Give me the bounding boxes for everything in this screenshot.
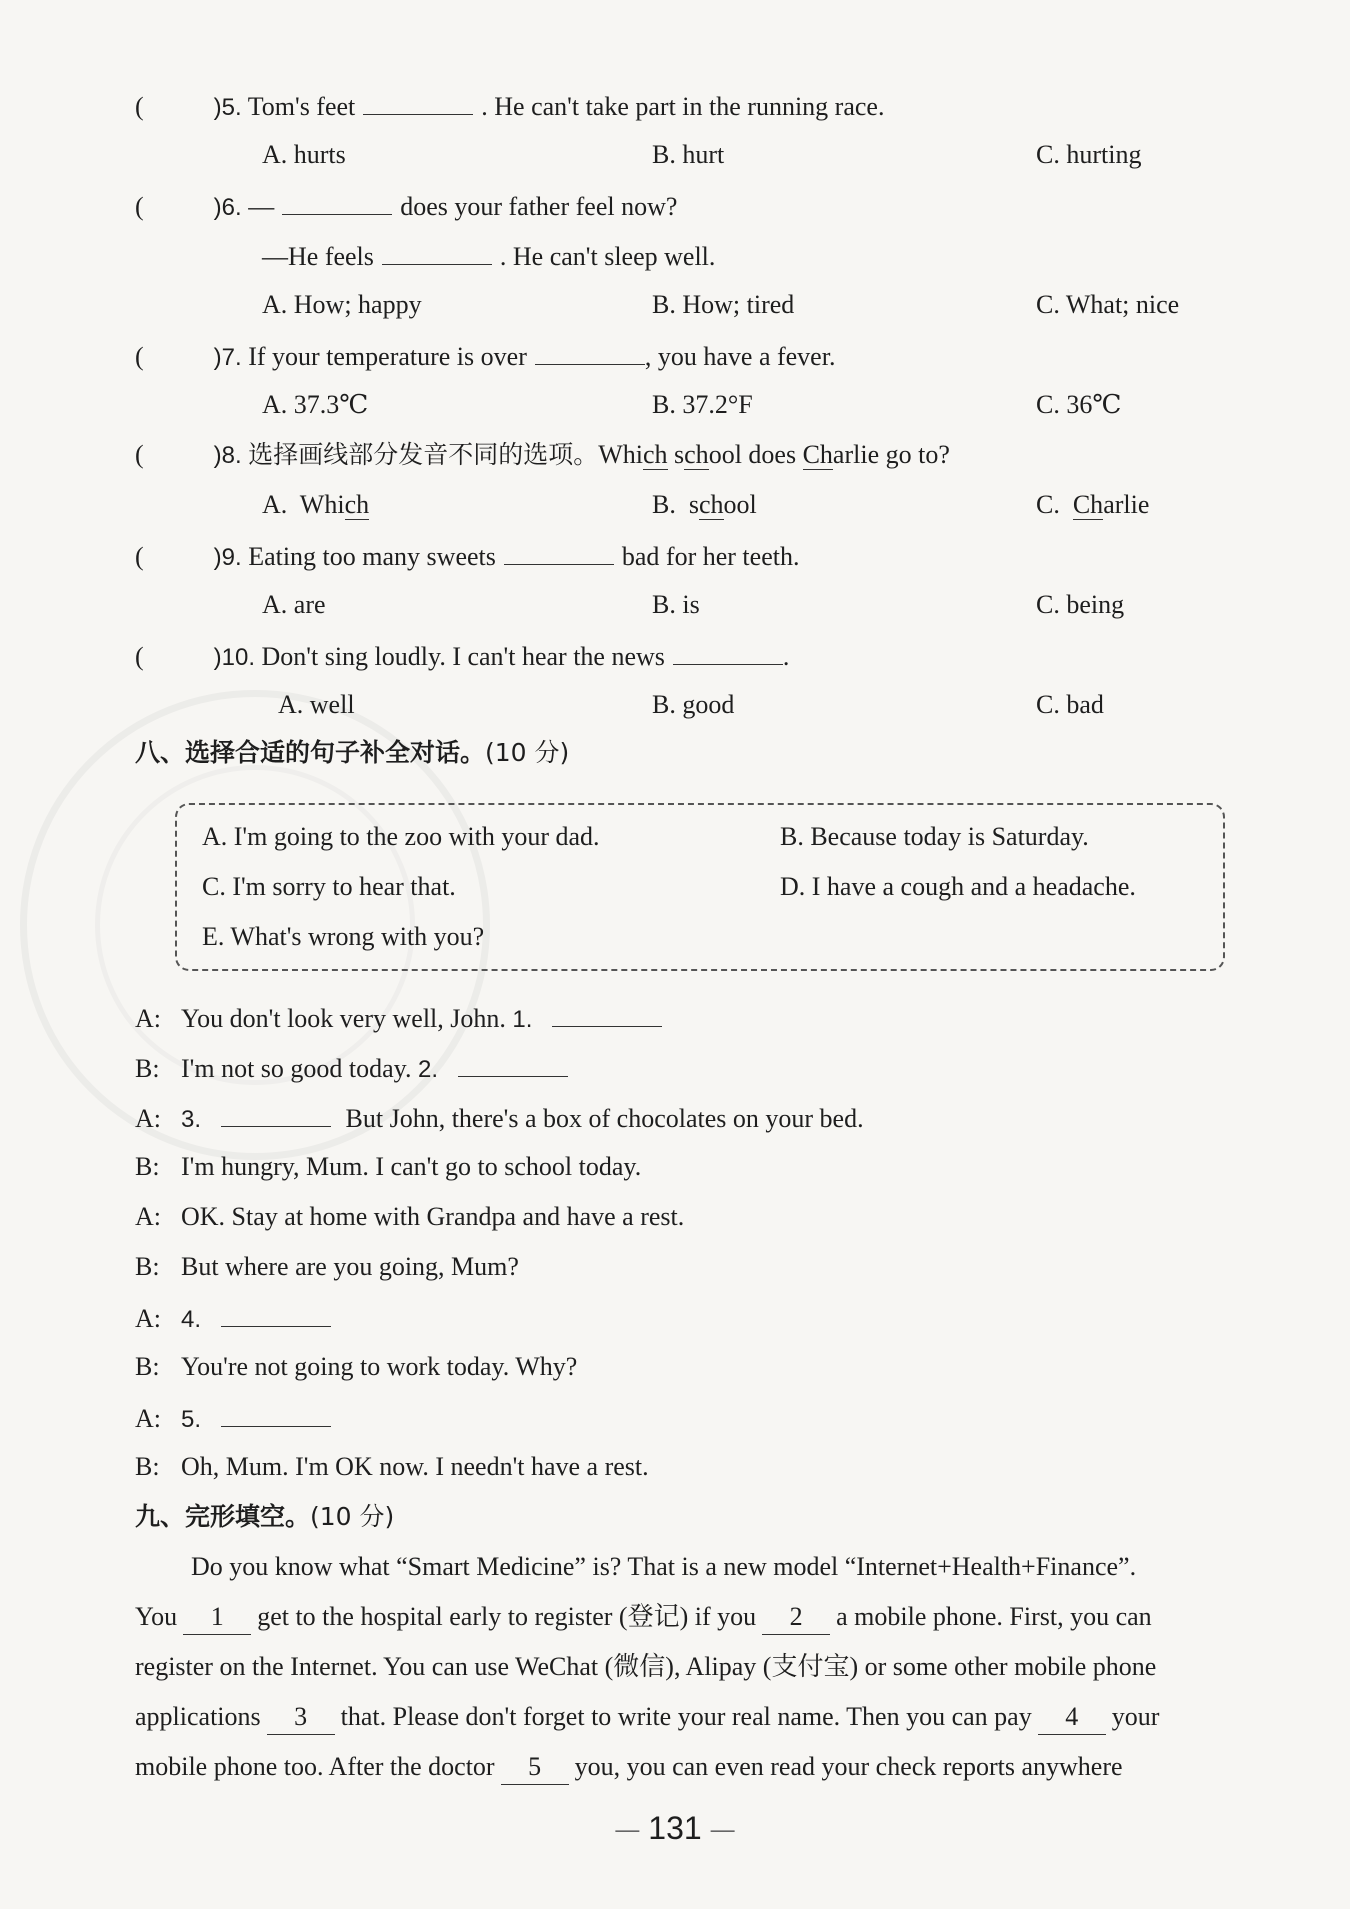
answer-blank[interactable] <box>552 1000 662 1027</box>
option-c: C. being <box>1036 590 1125 619</box>
answer-blank[interactable] <box>221 1400 331 1427</box>
question-text: Tom's feet <box>247 92 356 121</box>
cloze-line-1: Do you know what “Smart Medicine” is? That is a new model “Internet+Health+Finance”. <box>191 1552 1137 1581</box>
section-title: 九、完形填空。 <box>135 1502 311 1531</box>
blank-number: 5. <box>181 1406 202 1433</box>
section-8-heading <box>135 736 569 770</box>
option-c: C. 36℃ <box>1036 390 1122 419</box>
dialogue-line-9 <box>135 1400 339 1437</box>
answer-paren: ( <box>135 342 144 371</box>
page-dash-left: — <box>615 1816 640 1844</box>
choice-d: D. I have a cough and a headache. <box>780 872 1136 901</box>
cloze-text: your <box>1111 1702 1160 1731</box>
section-9-heading <box>135 1500 394 1534</box>
blank-number: 2. <box>417 1056 438 1083</box>
cloze-text: you, you can even read your check reports anywhere <box>574 1752 1123 1781</box>
question-text: . He can't take part in the running race. <box>481 92 885 121</box>
answer-paren: ( <box>135 92 144 121</box>
section-score: (10 分) <box>310 1502 395 1531</box>
question-text-cn: 选择画线部分发音不同的选项。 <box>248 440 599 469</box>
answer-blank[interactable] <box>535 338 645 365</box>
choice-e: E. What's wrong with you? <box>202 922 485 951</box>
option-b: B. hurt <box>652 140 725 169</box>
page-number-text: 131 <box>648 1810 702 1846</box>
answer-blank[interactable] <box>363 88 473 115</box>
cloze-blank[interactable]: 4 <box>1038 1700 1106 1735</box>
speaker-label: A: <box>135 1404 161 1433</box>
speaker-label: B: <box>135 1054 160 1083</box>
speaker-label: B: <box>135 1352 160 1381</box>
speaker-label: B: <box>135 1452 160 1481</box>
question-text: s <box>667 440 685 469</box>
dialogue-text: You're not going to work today. Why? <box>181 1352 578 1381</box>
dialogue-text: I'm hungry, Mum. I can't go to school today. <box>181 1152 642 1181</box>
cloze-text: get to the hospital early to register (登记) if you <box>257 1602 757 1631</box>
dialogue-line-1 <box>135 1000 670 1037</box>
option-b: B. is <box>652 590 700 619</box>
dialogue-line-6 <box>135 1250 519 1284</box>
dialogue-line-8 <box>135 1350 577 1384</box>
cloze-text: a mobile phone. First, you can <box>836 1602 1152 1631</box>
question-text: , you have a fever. <box>644 342 836 371</box>
question-number: )6. <box>213 194 242 221</box>
underlined-sound: ch <box>698 490 724 519</box>
answer-blank[interactable] <box>221 1300 331 1327</box>
question-number: )9. <box>213 544 242 571</box>
underlined-sound: ch <box>684 440 709 469</box>
cloze-line-3: register on the Internet. You can use WeChat (微信), Alipay (支付宝) or some other mobile phone <box>135 1652 1157 1681</box>
cloze-text: mobile phone too. After the doctor <box>135 1752 495 1781</box>
option-c: C. hurting <box>1036 140 1142 169</box>
question-7 <box>135 338 835 375</box>
underlined-sound: Ch <box>1072 490 1104 519</box>
page-number <box>0 1810 1350 1847</box>
answer-blank[interactable] <box>382 238 492 265</box>
option-a: A. well <box>278 690 355 719</box>
section-title: 八、选择合适的句子补全对话。 <box>135 738 486 767</box>
option-a: A. are <box>262 590 326 619</box>
option-a <box>262 488 369 522</box>
answer-paren: ( <box>135 192 144 221</box>
cloze-line-4 <box>135 1700 1270 1735</box>
speaker-label: B: <box>135 1152 160 1181</box>
cloze-text: You <box>135 1602 178 1631</box>
option-text: B. s <box>652 490 699 519</box>
option-c <box>1036 488 1149 522</box>
dialogue-line-10 <box>135 1450 649 1484</box>
dialogue-line-5 <box>135 1200 684 1234</box>
question-text: Don't sing loudly. I can't hear the news <box>261 642 665 671</box>
question-text: Eating too many sweets <box>248 542 496 571</box>
dialogue-text: You don't look very well, John. <box>181 1004 506 1033</box>
option-text: ool <box>723 490 757 519</box>
question-text: ool does <box>708 440 803 469</box>
cloze-blank[interactable]: 2 <box>762 1600 830 1635</box>
underlined-sound: ch <box>344 490 370 519</box>
dialogue-text: OK. Stay at home with Grandpa and have a rest. <box>181 1202 685 1231</box>
question-number: )5. <box>213 94 242 121</box>
question-number: )8. <box>213 442 242 469</box>
dialogue-line-4 <box>135 1150 641 1184</box>
question-9 <box>135 538 799 575</box>
underlined-sound: ch <box>642 440 668 469</box>
question-10 <box>135 638 789 675</box>
question-text: bad for her teeth. <box>621 542 800 571</box>
option-a: A. hurts <box>262 140 346 169</box>
cloze-blank[interactable]: 5 <box>501 1750 569 1785</box>
answer-blank[interactable] <box>282 188 392 215</box>
cloze-text: that. Please don't forget to write your real name. Then you can pay <box>340 1702 1032 1731</box>
answer-blank[interactable] <box>221 1100 331 1127</box>
cloze-blank[interactable]: 1 <box>183 1600 251 1635</box>
question-text: —He feels <box>262 242 374 271</box>
option-a: A. How; happy <box>262 290 422 319</box>
choice-b: B. Because today is Saturday. <box>780 822 1089 851</box>
blank-number: 1. <box>512 1006 533 1033</box>
option-text: C. <box>1036 490 1073 519</box>
question-number: )7. <box>213 344 242 371</box>
dialogue-text: Oh, Mum. I'm OK now. I needn't have a rest. <box>181 1452 649 1481</box>
option-text: arlie <box>1103 490 1150 519</box>
speaker-label: A: <box>135 1104 161 1133</box>
question-text: Whi <box>598 440 643 469</box>
option-c: C. What; nice <box>1036 290 1180 319</box>
speaker-label: A: <box>135 1202 161 1231</box>
option-b: B. How; tired <box>652 290 795 319</box>
question-text: arlie go to? <box>832 440 950 469</box>
dialogue-text: But where are you going, Mum? <box>181 1252 519 1281</box>
question-6-line-2 <box>262 238 715 274</box>
choice-c: C. I'm sorry to hear that. <box>202 872 456 901</box>
answer-blank[interactable] <box>458 1050 568 1077</box>
question-number: )10. <box>213 644 256 671</box>
question-8 <box>135 438 950 473</box>
blank-number: 4. <box>181 1306 202 1333</box>
answer-paren: ( <box>135 642 144 671</box>
section-score: (10 分) <box>485 738 570 767</box>
cloze-blank[interactable]: 3 <box>267 1700 335 1735</box>
cloze-line-5 <box>135 1750 1270 1785</box>
page-dash-right: — <box>710 1816 735 1844</box>
cloze-text: applications <box>135 1702 261 1731</box>
option-b: B. 37.2°F <box>652 390 753 419</box>
option-b <box>652 488 757 522</box>
blank-number: 3. <box>181 1106 202 1133</box>
dialogue-text: I'm not so good today. <box>181 1054 412 1083</box>
question-5 <box>135 88 884 125</box>
speaker-label: B: <box>135 1252 160 1281</box>
speaker-label: A: <box>135 1004 161 1033</box>
dialogue-line-3 <box>135 1100 864 1137</box>
cloze-line-2 <box>135 1600 1270 1635</box>
question-text: — <box>248 192 275 221</box>
option-b: B. good <box>652 690 735 719</box>
dialogue-line-2 <box>135 1050 576 1087</box>
question-text: . He can't sleep well. <box>499 242 716 271</box>
answer-paren: ( <box>135 440 144 469</box>
dialogue-line-7 <box>135 1300 339 1337</box>
speaker-label: A: <box>135 1304 161 1333</box>
question-6 <box>135 188 677 225</box>
answer-blank[interactable] <box>673 638 783 665</box>
option-text: A. Whi <box>262 490 345 519</box>
question-text: does your father feel now? <box>400 192 678 221</box>
question-text: If your temperature is over <box>248 342 527 371</box>
answer-paren: ( <box>135 542 144 571</box>
dialogue-text: But John, there's a box of chocolates on your bed. <box>345 1104 864 1133</box>
option-a: A. 37.3℃ <box>262 390 369 419</box>
option-c: C. bad <box>1036 690 1104 719</box>
underlined-sound: Ch <box>802 440 833 469</box>
choice-a: A. I'm going to the zoo with your dad. <box>202 822 600 851</box>
question-text: . <box>782 642 790 671</box>
answer-blank[interactable] <box>504 538 614 565</box>
